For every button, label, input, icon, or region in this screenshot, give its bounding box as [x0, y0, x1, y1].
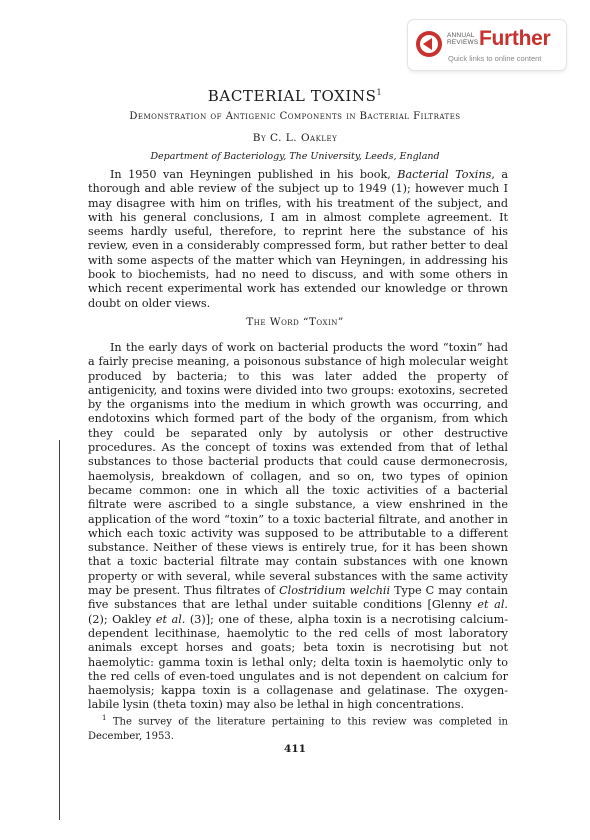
- intro-paragraph: In 1950 van Heyningen published in his book, Bacterial Toxins, a thorough and able review of the subject up to 1949 (1); however much I may disagree with him on trifles, with his treatment of the subject, and with his general conclusions, I am in almost complete agreement. It seems hardly useful, therefore, to reprint here the substance of his review, even in a considerably compressed form, but rather better to deal with some aspects of the matter which van Heyningen, in addressing his book to biochemists, had no need to discuss, and with some others in which recent experimental work has extended our knowledge or thrown doubt on older views.: [88, 168, 508, 310]
- citation-etal: et al.: [155, 612, 186, 626]
- book-title: Bacterial Toxins: [397, 168, 492, 181]
- margin-rule: [59, 440, 60, 820]
- footnote-mark: 1: [102, 714, 107, 722]
- citation-etal: et al.: [477, 598, 508, 612]
- title-footnote-mark: 1: [376, 88, 383, 97]
- body-paragraph: In the early days of work on bacterial products the word “toxin” had a fairly precise meaning, a poisonous substance of high molecular weight produced by bacteria; to this was later added the property of antigenicity, and toxins were divided into two groups: exotoxins, secreted by the organisms into the medium in which growth was occurring, and endotoxins which formed part of the body of the organism, from which they could be separated only by autolysis or other destructive procedures. As the concept of toxins was extended from that of lethal substances to those bacterial products that could cause dermonecrosis, haemolysis, breakdown of collagen, and so on, two types of opinion became common: one in which all the toxic activities of a bacterial filtrate were ascribed to a single substance, a view enshrined in the application of the word “toxin” to a toxic bacterial filtrate, and another in which each toxic activity was supposed to be attributable to a different substance. Neither of these views is entirely true, for it has been shown that a toxic bacterial filtrate may contain substances with one known property or with several, while several substances with the same activity may be present. Thus filtrates of Clostridium welchii Type C may contain five substances that are lethal under suitable conditions [Glenny et al. (2); Oakley et al. (3)]; one of these, alpha toxin is a necrotising calcium-dependent lecithinase, haemolytic to the red cells of most laboratory animals except horses and goats; beta toxin is necrotising but not haemolytic: gamma toxin is lethal only; delta toxin is haemolytic only to the red cells of even-toed ungulates and is not dependent on calcium for haemolysis; kappa toxin is a collagenase and gelatinase. The oxygen-labile lysin (theta toxin) may also be lethal in high concentrations.: [88, 341, 508, 712]
- footnote: $^1$ The survey of the literature pertaining to this review was completed in December, 1953.: [88, 714, 508, 742]
- section-heading: The Word “Toxin”: [246, 316, 344, 328]
- further-subtitle: Quick links to online content: [448, 54, 542, 63]
- page-number: 411: [284, 743, 306, 755]
- author-byline: By C. L. Oakley: [252, 132, 338, 144]
- further-wordmark: Further: [479, 27, 551, 50]
- publisher-wordmark: ANNUAL REVIEWS: [447, 32, 479, 46]
- author-affiliation: Department of Bacteriology, The University, Leeds, England: [150, 151, 440, 162]
- organism-name: Clostridium welchii: [279, 584, 391, 598]
- article-subtitle: Demonstration of Antigenic Components in Bacterial Filtrates: [129, 111, 461, 122]
- further-badge[interactable]: [408, 20, 566, 70]
- play-back-icon: [416, 31, 442, 57]
- article-title: BACTERIAL TOXINS$^1$: [207, 87, 383, 105]
